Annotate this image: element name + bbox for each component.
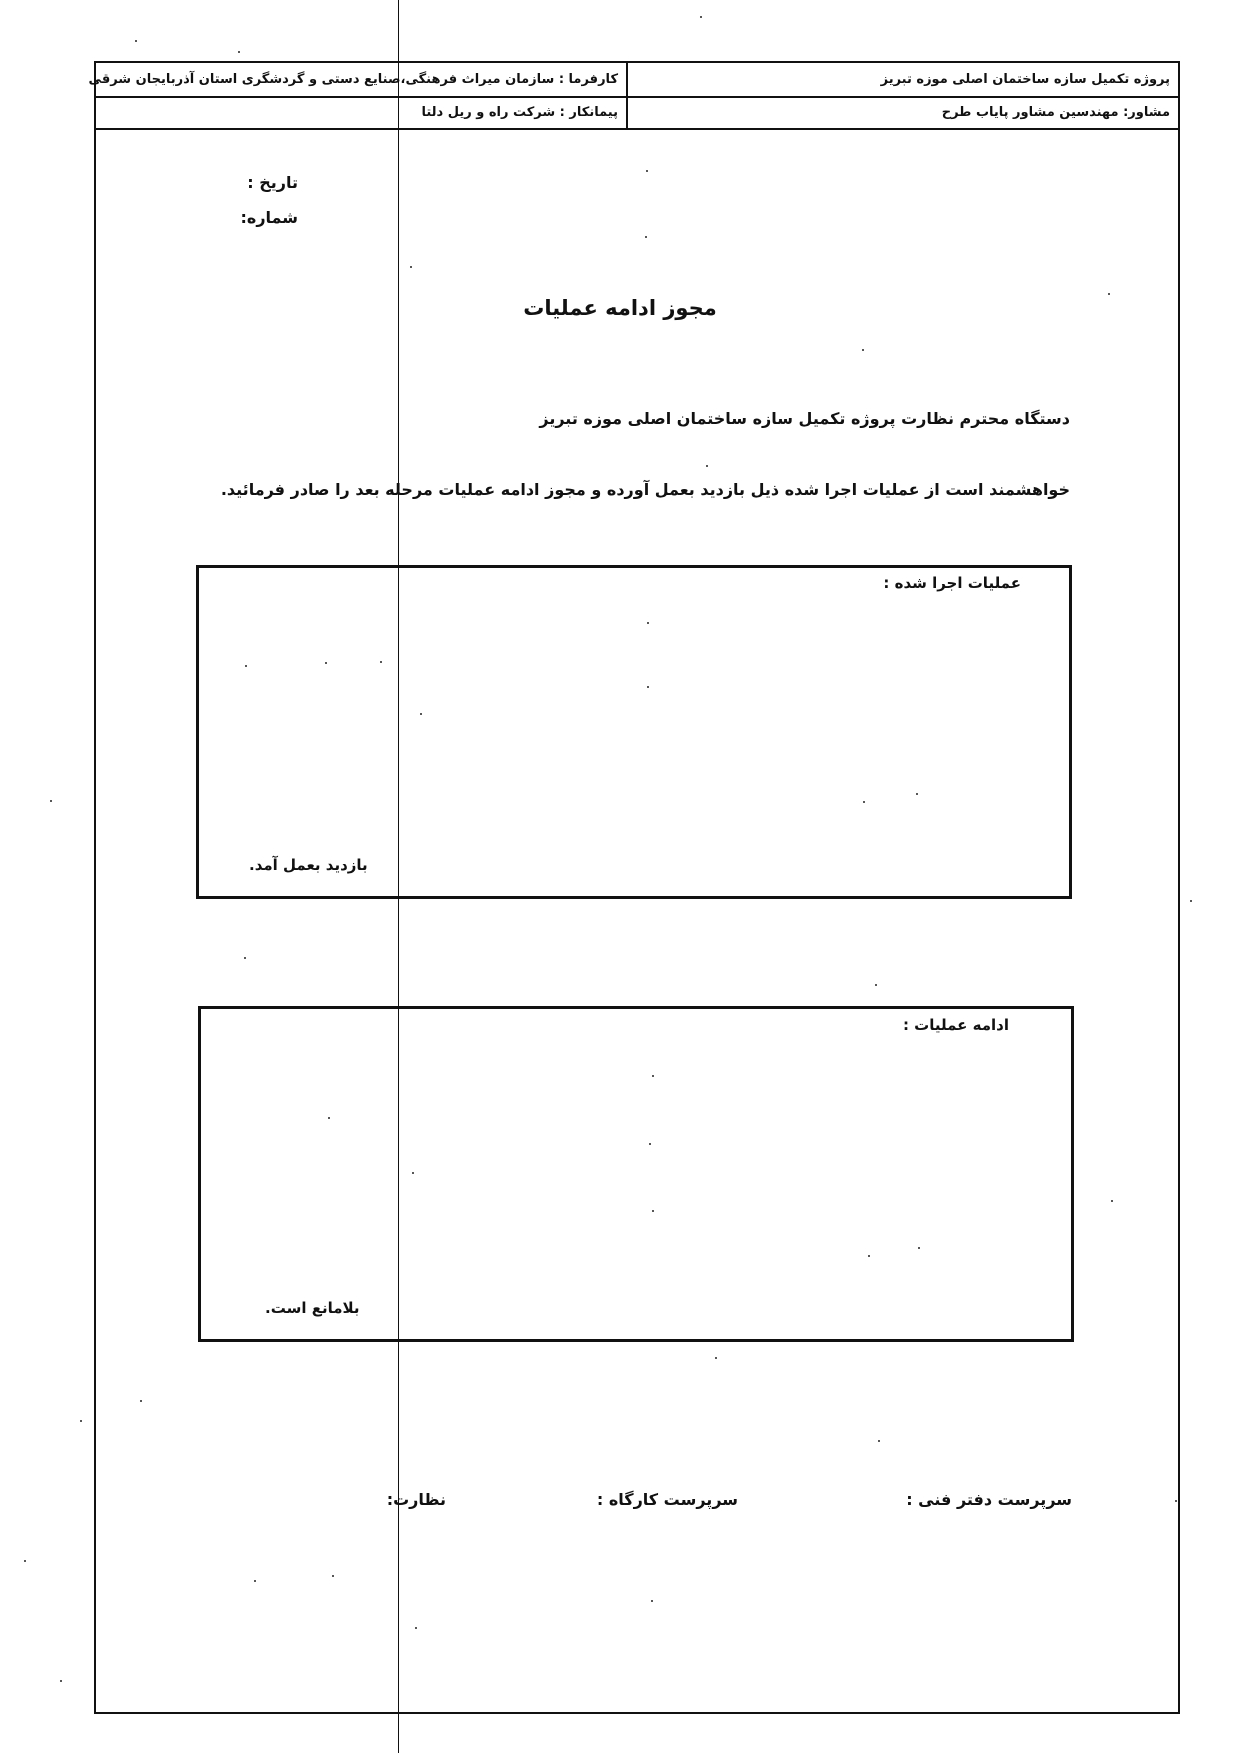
continue-operations-label: ادامه عملیات : <box>902 1016 1009 1034</box>
no-objection-note: بلامانع است. <box>265 1299 360 1317</box>
document-title: مجوز ادامه عملیات <box>523 296 717 320</box>
header-row-divider <box>96 96 1178 98</box>
technical-office-signature: سرپرست دفتر فنی : <box>906 1490 1072 1509</box>
number-label: شماره: <box>240 208 298 227</box>
executed-operations-label: عملیات اجرا شده : <box>883 574 1021 592</box>
request-line: خواهشمند است از عملیات اجرا شده ذیل بازدید بعمل آورده و مجوز ادامه عملیات مرحله بعد را صادر فرمائید. <box>220 480 1070 499</box>
header-project: پروژه تکمیل سازه ساختمان اصلی موزه تبریز <box>880 72 1170 87</box>
supervision-signature: نظارت: <box>386 1490 446 1509</box>
header-table <box>88 61 1180 130</box>
header-column-divider <box>626 63 628 128</box>
addressee-line: دستگاه محترم نظارت پروژه تکمیل سازه ساختمان اصلی موزه تبریز <box>539 409 1070 428</box>
header-contractor: پیمانکار : شرکت راه و ریل دلتا <box>421 105 618 120</box>
header-employer: کارفرما : سازمان میراث فرهنگی،صنایع دستی و گردشگری استان آذربایجان شرقی <box>88 72 618 87</box>
date-label: تاریخ : <box>247 173 298 192</box>
visit-done-note: بازدید بعمل آمد. <box>249 856 368 874</box>
executed-operations-box <box>196 565 1072 899</box>
site-supervisor-signature: سرپرست کارگاه : <box>596 1490 738 1509</box>
header-consultant: مشاور: مهندسین مشاور پایاب طرح <box>941 105 1170 120</box>
continue-operations-box <box>198 1006 1074 1342</box>
